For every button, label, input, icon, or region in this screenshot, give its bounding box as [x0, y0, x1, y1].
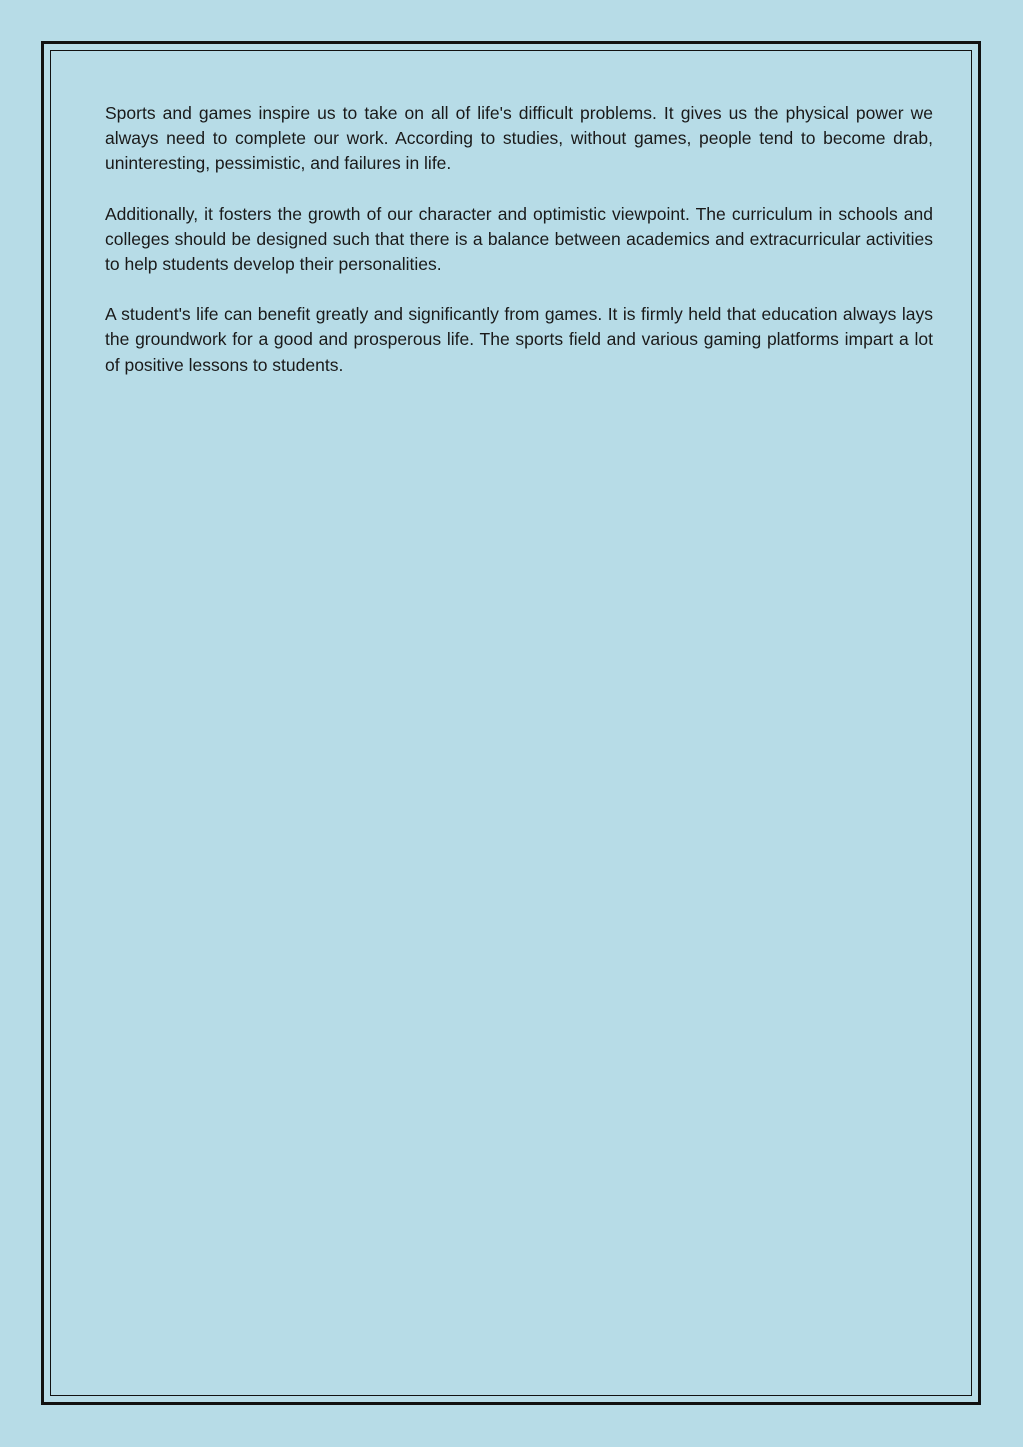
document-body	[105, 101, 933, 403]
page-border-outer	[41, 41, 981, 1405]
paragraph-2: Additionally, it fosters the growth of our character and optimistic viewpoint. The curriculum in schools and colleges should be designed such that there is a balance between academics and extracurricular activities to help students develop their personalities.	[105, 203, 933, 275]
paragraph-1: Sports and games inspire us to take on all of life's difficult problems. It gives us the physical power we always need to complete our work. According to studies, without games, people tend to become drab, uninteresting, pessimistic, and failures in life.	[105, 103, 933, 174]
paragraph-3: A student's life can benefit greatly and significantly from games. It is firmly held that education always lays the groundwork for a good and prosperous life. The sports field and various gaming platforms impart a lot of positive lessons to students.	[105, 304, 933, 375]
page-border-inner	[50, 50, 972, 1396]
